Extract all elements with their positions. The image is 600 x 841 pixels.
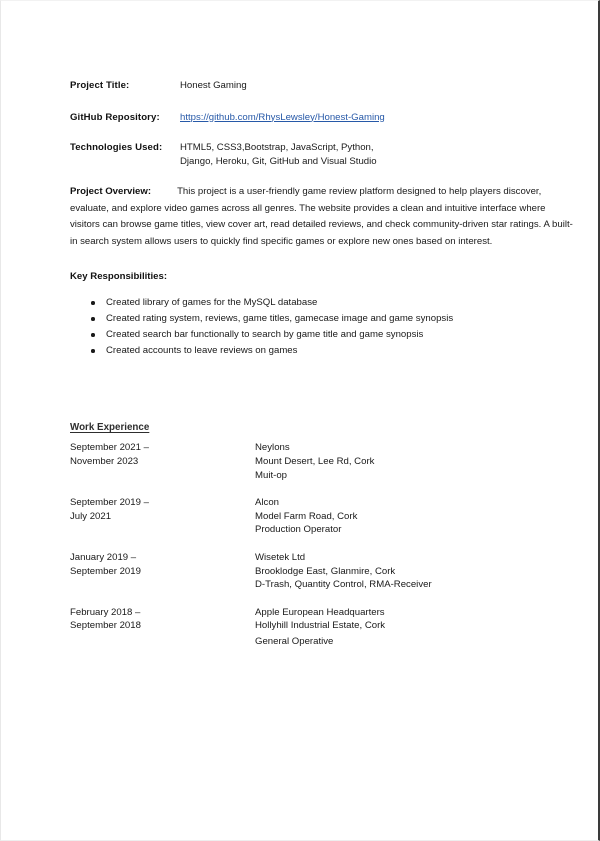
list-item (70, 295, 575, 311)
key-responsibilities-list (70, 295, 575, 359)
work-entry-date-line: September 2021 – (70, 442, 149, 454)
work-entry-company: Wisetek Ltd (255, 551, 306, 563)
field-value-project-title (180, 79, 575, 93)
work-entry-address: Hollyhill Industrial Estate, Cork (255, 620, 386, 632)
work-experience-entry (70, 496, 575, 537)
field-row-github-repository (70, 111, 575, 125)
list-item-label: Created accounts to leave reviews on games (106, 345, 298, 357)
field-label-project-title: Project Title: (70, 80, 130, 91)
work-entry-dates (70, 551, 255, 578)
github-repository-link[interactable]: https://github.com/RhysLewsley/Honest-Gaming (180, 111, 385, 123)
work-entry-address: Mount Desert, Lee Rd, Cork (255, 455, 375, 467)
work-entry-role: Production Operator (255, 524, 342, 536)
work-entry-date-line: January 2019 – (70, 551, 137, 563)
work-experience-entry (70, 551, 575, 592)
work-entry-address: Brooklodge East, Glanmire, Cork (255, 565, 396, 577)
work-experience-entry (70, 441, 575, 482)
work-entry-address: Model Farm Road, Cork (255, 510, 358, 522)
work-entry-details (255, 551, 575, 592)
work-entry-details (255, 441, 575, 482)
work-experience-entry (70, 606, 575, 649)
field-value-technologies-used (180, 141, 575, 168)
field-value-github-repository (180, 111, 575, 125)
technologies-line-2: Django, Heroku, Git, GitHub and Visual Studio (180, 155, 377, 167)
bullet-icon (91, 333, 95, 337)
work-entry-details (255, 606, 575, 649)
work-entry-role: Muit-op (255, 469, 287, 481)
work-entry-date-line: September 2019 – (70, 497, 149, 509)
work-entry-details (255, 496, 575, 537)
work-entry-role: General Operative (255, 635, 334, 647)
list-item (70, 327, 575, 343)
field-value-line: Honest Gaming (180, 80, 247, 91)
list-item-label: Created library of games for the MySQL database (106, 297, 318, 309)
key-responsibilities-heading: Key Responsibilities: (70, 271, 168, 283)
bullet-icon (91, 317, 95, 321)
field-label-technologies-used: Technologies Used: (70, 142, 163, 153)
project-overview (70, 184, 575, 250)
technologies-line-1: HTML5, CSS3,Bootstrap, JavaScript, Python, (180, 142, 374, 153)
work-entry-date-line: July 2021 (70, 510, 112, 522)
work-entry-date-line: September 2018 (70, 620, 141, 632)
work-entry-company: Neylons (255, 442, 290, 454)
project-overview-text: This project is a user-friendly game review platform designed to help players discover, evaluate, and explore video games across all genres. The website provides a clean and intuitive interface where visitors can browse game titles, view cover art, read detailed reviews, and check community-driven star ratings. A built-in search system allows users to quickly find specific games or explore new ones based on interest. (70, 186, 573, 247)
work-experience-heading: Work Experience (70, 422, 150, 434)
list-item (70, 343, 575, 359)
list-item-label: Created search bar functionally to search by game title and game synopsis (106, 329, 424, 341)
work-entry-dates (70, 441, 255, 468)
field-label-github-repository: GitHub Repository: (70, 111, 160, 123)
work-entry-date-line: November 2023 (70, 455, 139, 467)
work-entry-date-line: September 2019 (70, 565, 141, 577)
project-overview-label: Project Overview: (70, 186, 152, 197)
list-item-label: Created rating system, reviews, game titles, gamecase image and game synopsis (106, 313, 454, 325)
list-item (70, 311, 575, 327)
work-entry-dates (70, 606, 255, 633)
bullet-icon (91, 301, 95, 305)
field-row-technologies-used (70, 141, 575, 168)
work-entry-role: D-Trash, Quantity Control, RMA-Receiver (255, 579, 432, 591)
bullet-icon (91, 349, 95, 353)
work-entry-company: Alcon (255, 497, 279, 509)
field-row-project-title (70, 79, 575, 93)
work-entry-date-line: February 2018 – (70, 606, 141, 618)
document-content (70, 1, 575, 649)
work-entry-dates (70, 496, 255, 523)
work-entry-company: Apple European Headquarters (255, 606, 385, 618)
